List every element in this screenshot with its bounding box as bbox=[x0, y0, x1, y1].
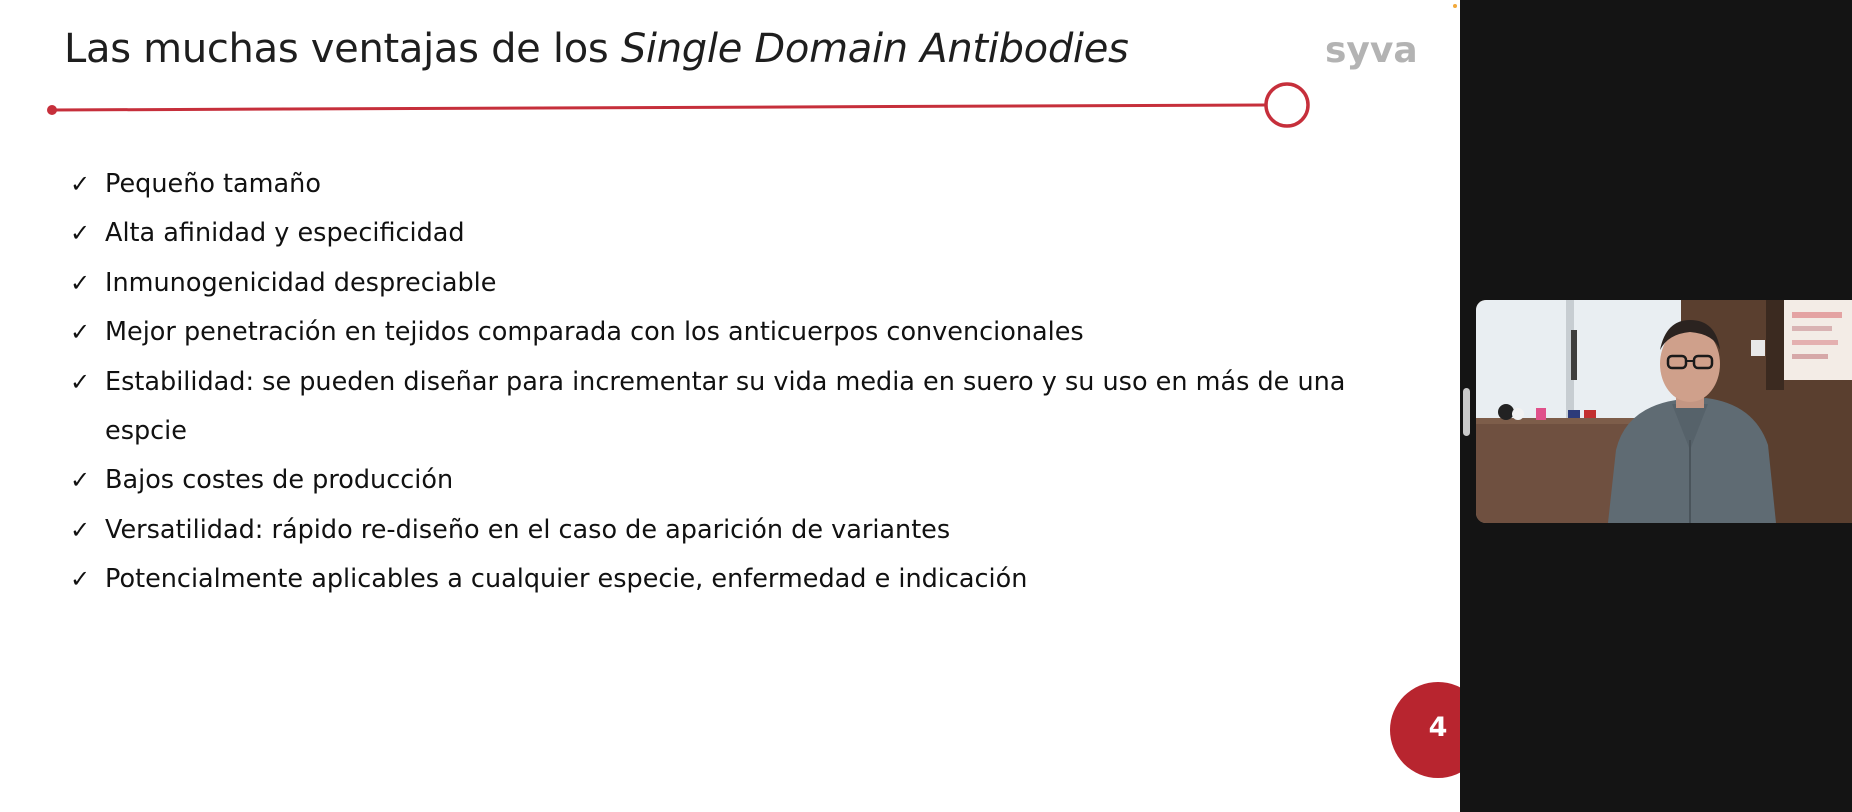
page-number: 4 bbox=[1428, 712, 1448, 743]
list-item bbox=[70, 555, 1410, 604]
list-item-text: Inmunogenicidad despreciable bbox=[105, 267, 497, 298]
list-item-text: Potencialmente aplicables a cualquier especie, enfermedad e indicación bbox=[105, 564, 1028, 595]
list-item-text: Pequeño tamaño bbox=[105, 169, 321, 199]
check-icon: ✓ bbox=[70, 515, 91, 544]
participant-video-tile[interactable] bbox=[1476, 300, 1852, 523]
check-icon: ✓ bbox=[70, 318, 91, 347]
panel-resize-handle[interactable] bbox=[1463, 388, 1470, 436]
page-number-badge bbox=[1390, 682, 1460, 778]
list-item-text: Alta afinidad y especificidad bbox=[105, 218, 465, 249]
check-icon: ✓ bbox=[70, 565, 91, 594]
check-icon: ✓ bbox=[70, 219, 91, 248]
advantages-list bbox=[70, 160, 1410, 605]
list-item-text: Bajos costes de producción bbox=[105, 465, 454, 496]
slide-title-emphasis: Single Domain Antibodies bbox=[620, 26, 1129, 72]
list-item bbox=[70, 308, 1410, 357]
list-item-text: Versatilidad: rápido re-diseño en el caso de aparición de variantes bbox=[105, 514, 951, 545]
rule-line bbox=[52, 105, 1266, 110]
list-item-text: Estabilidad: se pueden diseñar para incrementar su vida media en suero y su uso en más de una espcie bbox=[105, 366, 1346, 447]
slide-title-prefix: Las muchas ventajas de los bbox=[64, 26, 621, 72]
check-icon: ✓ bbox=[70, 367, 91, 396]
rule-end-ring bbox=[1266, 84, 1308, 126]
check-icon: ✓ bbox=[70, 466, 91, 495]
video-window bbox=[1476, 300, 1681, 422]
list-item bbox=[70, 358, 1410, 457]
list-item-text: Mejor penetración en tejidos comparada con los anticuerpos convencionales bbox=[105, 317, 1084, 348]
list-item bbox=[70, 456, 1410, 505]
list-item bbox=[70, 506, 1410, 555]
participant-video-icon bbox=[1476, 300, 1852, 523]
recording-indicator-dot bbox=[1453, 4, 1457, 8]
check-icon: ✓ bbox=[70, 268, 91, 297]
list-item bbox=[70, 160, 1410, 209]
list-item bbox=[70, 259, 1410, 308]
list-item bbox=[70, 209, 1410, 258]
syva-logo: syva bbox=[1325, 30, 1418, 71]
check-icon: ✓ bbox=[70, 170, 91, 198]
title-underline-decoration bbox=[0, 0, 1460, 140]
